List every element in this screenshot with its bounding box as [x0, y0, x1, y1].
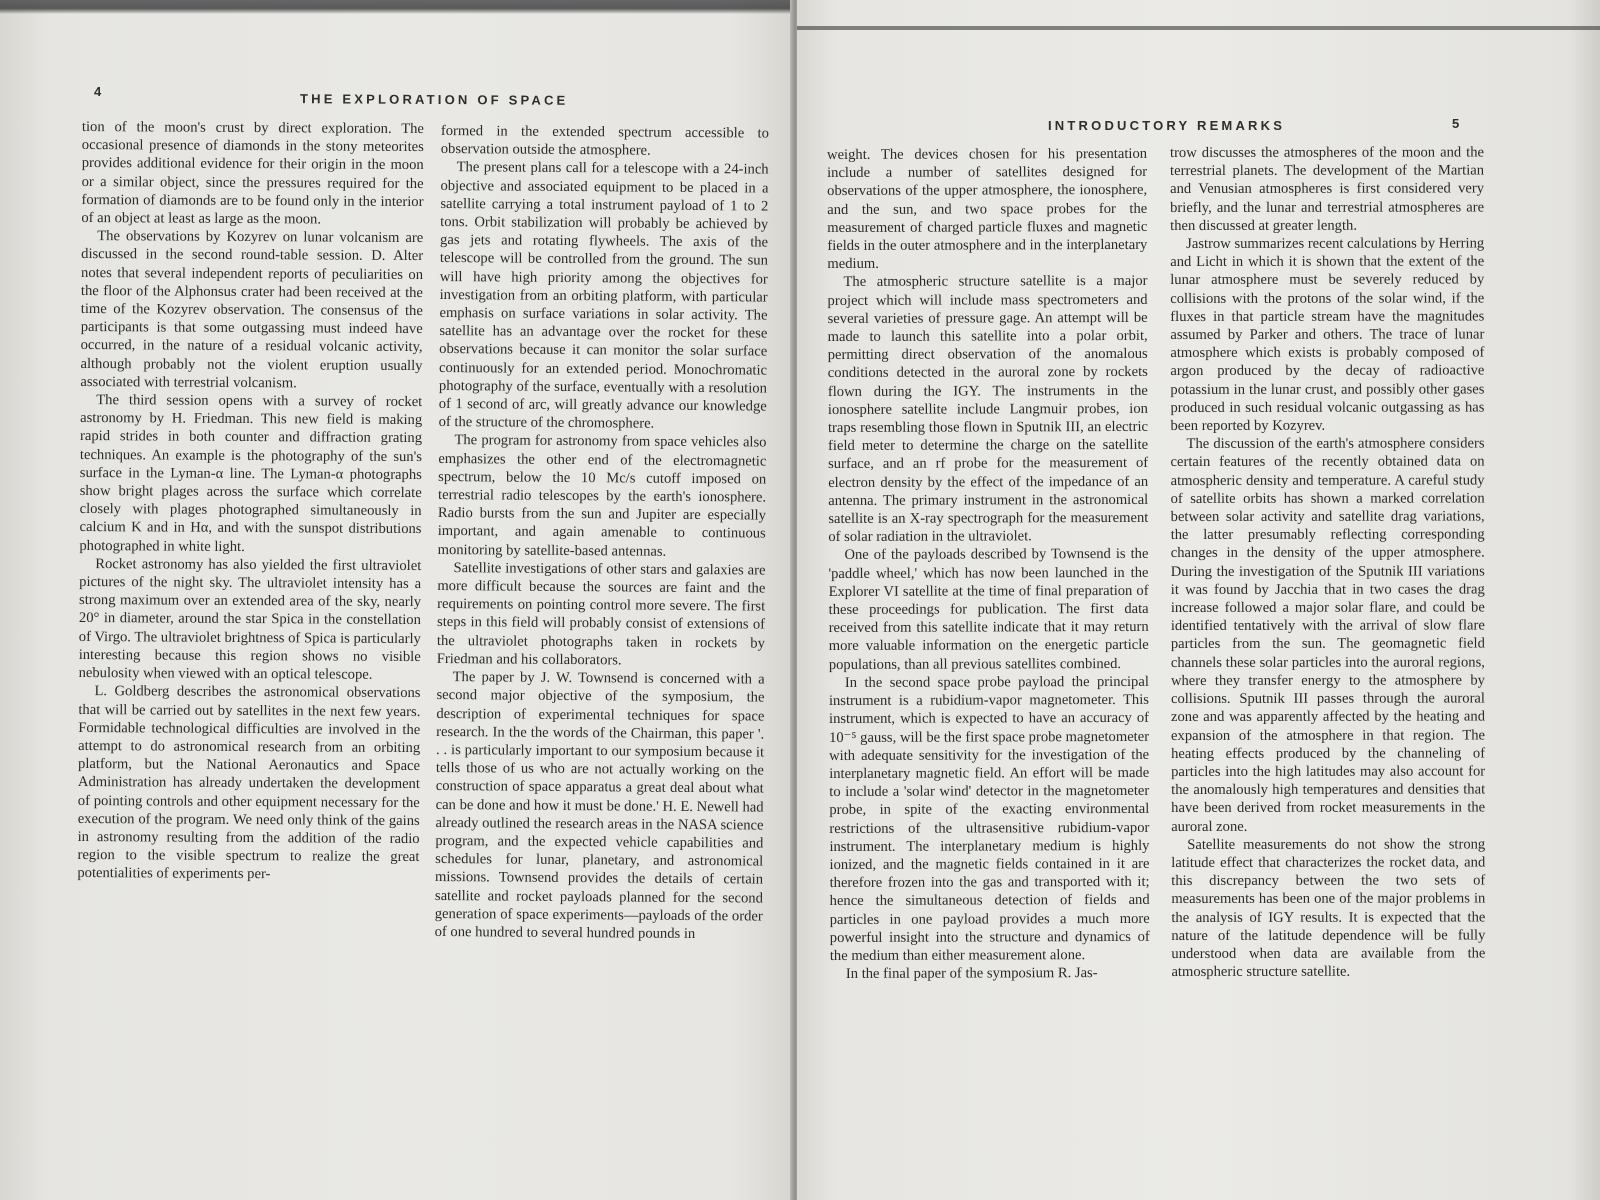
text-column-1: [77, 118, 424, 885]
paragraph: Satellite measurements do not show the strong latitude effect that characterizes the rocket data, and this discrepancy between the two sets of measurements has been one of the major problems in the analysis of IGY results. It is expected that the nature of the latitude dependence will be fully understood when data are available from the atmospheric structure satellite.: [1171, 836, 1486, 981]
paragraph: tion of the moon's crust by direct exploration. The occasional presence of diamonds in the stony meteorites provides additional evidence for their origin in the moon or a similar object, since the pressures required for the formation of diamonds are to be found only in the interior of an object at least as large as the moon.: [81, 118, 424, 228]
page-number: 5: [1452, 116, 1461, 131]
book-edge-shadow: [0, 0, 793, 14]
text-column-1: [827, 145, 1150, 983]
paragraph: The observations by Kozyrev on lunar volcanism are discussed in the second round-table session. D. Alter notes that several independent reports of peculiarities on the floor of the Alphonsus crater had been received at the time of the Kozyrev observation. The consensus of the participants is that some outgassing must indeed have occurred, in the nature of a residual volcanic activity, although probably not the violent eruption usually associated with terrestrial volcanism.: [80, 228, 424, 392]
running-head: INTRODUCTORY REMARKS: [1048, 118, 1286, 133]
paragraph: Satellite investigations of other stars and galaxies are more difficult because the sources are faint and the requirements on pointing control more severe. The first steps in this field will probably consist of extensions of the ultraviolet photographs taken in rockets by Friedman and his collaborators.: [436, 559, 766, 669]
paragraph: Jastrow summarizes recent calculations by Herring and Licht in which it is shown that the extent of the lunar atmosphere must be severely reduced by collisions with the protons of the solar wind, if the fluxes in that particle stream have the magnitudes assumed by Parker and others. The trace of lunar atmosphere which exists is probably composed of argon produced by the decay of radioactive potassium in the lunar crust, and possibly other gases produced in such residual volcanic outgassing as has been reported by Kozyrev.: [1170, 235, 1485, 435]
paragraph: One of the payloads described by Townsend is the 'paddle wheel,' which has now been launched in the Explorer VI satellite at the time of final preparation of these proceedings for publication. The first data received from this satellite indicate that it may return more valuable information on the energetic particle populations, than all previous satellites combined.: [828, 546, 1149, 673]
right-page: [797, 0, 1600, 1200]
paragraph: The third session opens with a survey of rocket astronomy by H. Friedman. This new field is making rapid strides in both counter and diffraction grating techniques. An example is the photography of the sun's surface in the Lyman-α line. The Lyman-α photographs show bright plages across the surface which correlate closely with plages photographed simultaneously in calcium K and in Hα, and with the sunspot distributions photographed in white light.: [79, 392, 423, 555]
paragraph: The present plans call for a telescope with a 24-inch objective and associated equipment to be placed in a satellite carrying a total instrument payload of 1 to 2 tons. Orbit stabilization will probably be achieved by gas jets and rotating flywheels. The axis of the telescope will be controlled from the ground. The sun will have high priority among the objectives for investigation from an orbiting platform, with particular emphasis on surface variations in solar activity. The satellite has an advantage over the rocket for these observations because it can monitor the solar surface continuously for an extended period. Monochromatic photography of the surface, eventually with a resolution of 1 second of arc, will greatly advance our knowledge of the structure of the chromosphere.: [438, 159, 769, 432]
paragraph: The program for astronomy from space vehicles also emphasizes the other end of the electromagnetic spectrum, below the 10 Mc/s cutoff imposed on terrestrial radio telescopes by the earth's ionosphere. Radio bursts from the sun and Jupiter are especially important, and again amenable to continuous monitoring by satellite-based antennas.: [437, 432, 767, 560]
text-column-2: [1170, 143, 1485, 981]
paragraph: The discussion of the earth's atmosphere considers certain features of the recently obtained data on atmospheric density and temperature. A careful study of satellite orbits has shown a marked correlation between solar activity and satellite drag variations, the latter presumably reflecting corresponding changes in the density of the upper atmosphere. During the investigation of the Sputnik III variations it was found by Jacchia that in two cases the drag increase followed a major solar flare, and could be identified tentatively with the arrival of slow flare particles from the sun. The geomagnetic field channels these solar particles into the auroral regions, where they transfer energy to the atmosphere by collisions. Sputnik III passes through the auroral zone and was apparently affected by the heating and expansion of the atmosphere in that region. The heating effects produced by the channeling of particles into the high latitudes may also account for the anomalously high temperatures and densities that have been derived from rocket measurements in the auroral zone.: [1170, 435, 1486, 835]
left-page: [0, 0, 793, 1200]
paragraph: weight. The devices chosen for his presentation include a number of satellites designed for observations of the upper atmosphere, the ionosphere, and the sun, and two space probes for the measurement of charged particle fluxes and magnetic fields in the outer atmosphere and in the interplanetary medium.: [827, 145, 1148, 273]
text-column-2: [435, 122, 769, 944]
paragraph: In the second space probe payload the principal instrument is a rubidium-vapor magnetometer. This instrument, which is expected to have an accuracy of 10⁻⁵ gauss, will be the first space probe magnetometer with adequate sensitivity for the investigation of the interplanetary magnetic field. An effort will be made to include a 'solar wind' detector in the magnetometer probe, in spite of the exacting environmental restrictions of the ultrasensitive rubidium-vapor instrument. The interplanetary medium is highly ionized, and the magnetic fields contained in it are therefore frozen into the gas and transported with it; hence the simultaneous detection of fields and particles in one payload provides a much more powerful insight into the structure and dynamics of the medium than either measurement alone.: [828, 673, 1150, 964]
paragraph: Rocket astronomy has also yielded the first ultraviolet pictures of the night sky. The ultraviolet intensity has a strong maximum over an extended area of the sky, nearly 20° in diameter, around the star Spica in the constellation of Virgo. The ultraviolet brightness of Spica is particularly interesting because this region shows no visible nebulosity when viewed with an optical telescope.: [78, 555, 422, 683]
running-head: THE EXPLORATION OF SPACE: [299, 91, 569, 108]
paragraph: L. Goldberg describes the astronomical observations that will be carried out by satellites in the next few years. Formidable technological difficulties are involved in the attempt to do astronomical research from an orbiting platform, but the National Aeronautics and Space Administration has already undertaken the development of pointing controls and other equipment necessary for the execution of the program. We need only think of the gains in astronomy resulting from the addition of the radio region to the visible spectrum to realize the great potentialities of experiments per-: [77, 683, 421, 883]
paragraph: The atmospheric structure satellite is a major project which will include mass spectrometers and several varieties of pressure gage. An attempt will be made to launch this satellite into a polar orbit, permitting direct observation of the anomalous conditions detected in the auroral zone by rockets flown during the IGY. The instruments in the ionosphere satellite include Langmuir probes, ion traps resembling those flown in Sputnik III, an electric field meter to determine the charge on the satellite surface, and an rf probe for the measurement of electron density by the effect of the impedance of an antenna. The primary instrument in the astronomical satellite is an X-ray spectrograph for the measurement of solar radiation in the ultraviolet.: [827, 273, 1149, 546]
book-edge-shadow: [797, 26, 1600, 30]
paragraph: formed in the extended spectrum accessible to observation outside the atmosphere.: [440, 122, 769, 159]
page-number: 4: [94, 84, 103, 99]
paragraph: The paper by J. W. Townsend is concerned with a second major objective of the symposium, the description of experimental techniques for space research. In the the words of the Chairman, this paper '. . . is particularly important to our symposium because it tells those of us who are not actually working on the construction of space apparatus a great deal about what can be done and how it must be done.' H. E. Newell had already outlined the research areas in the NASA science program, and the expected vehicle capabilities and schedules for lunar, planetary, and astronomical missions. Townsend provides the details of certain satellite and rocket payloads planned for the second generation of space experiments—payloads of the order of one hundred to several hundred pounds in: [434, 669, 765, 942]
paragraph: trow discusses the atmospheres of the moon and the terrestrial planets. The development of the Martian and Venusian atmospheres is first considered very briefly, and the lunar and terrestrial atmospheres are then discussed at greater length.: [1170, 144, 1485, 234]
paragraph: In the final paper of the symposium R. Jas-: [845, 965, 1098, 983]
